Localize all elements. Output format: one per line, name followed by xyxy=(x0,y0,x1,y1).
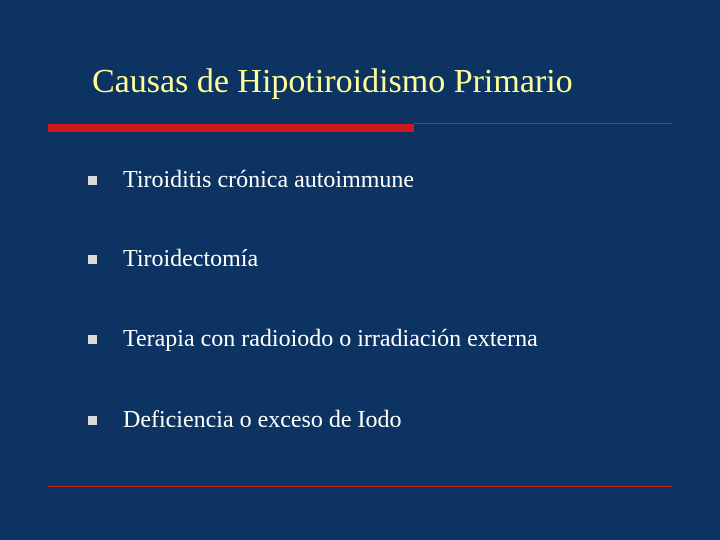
footer-divider xyxy=(48,486,672,487)
list-item xyxy=(88,239,258,279)
title-underline-thin xyxy=(414,123,672,124)
square-bullet-icon xyxy=(88,416,97,425)
list-item xyxy=(88,319,538,359)
title-underline-thick xyxy=(48,124,414,132)
list-item xyxy=(88,400,402,440)
list-item xyxy=(88,160,414,200)
bullet-text: Tiroidectomía xyxy=(123,246,259,272)
square-bullet-icon xyxy=(88,176,97,185)
slide-title: Causas de Hipotiroidismo Primario xyxy=(92,63,573,100)
bullet-text: Deficiencia o exceso de Iodo xyxy=(123,407,402,433)
bullet-text: Terapia con radioiodo o irradiación externa xyxy=(123,326,538,352)
bullet-text: Tiroiditis crónica autoimmune xyxy=(123,167,415,193)
square-bullet-icon xyxy=(88,255,97,264)
square-bullet-icon xyxy=(88,335,97,344)
